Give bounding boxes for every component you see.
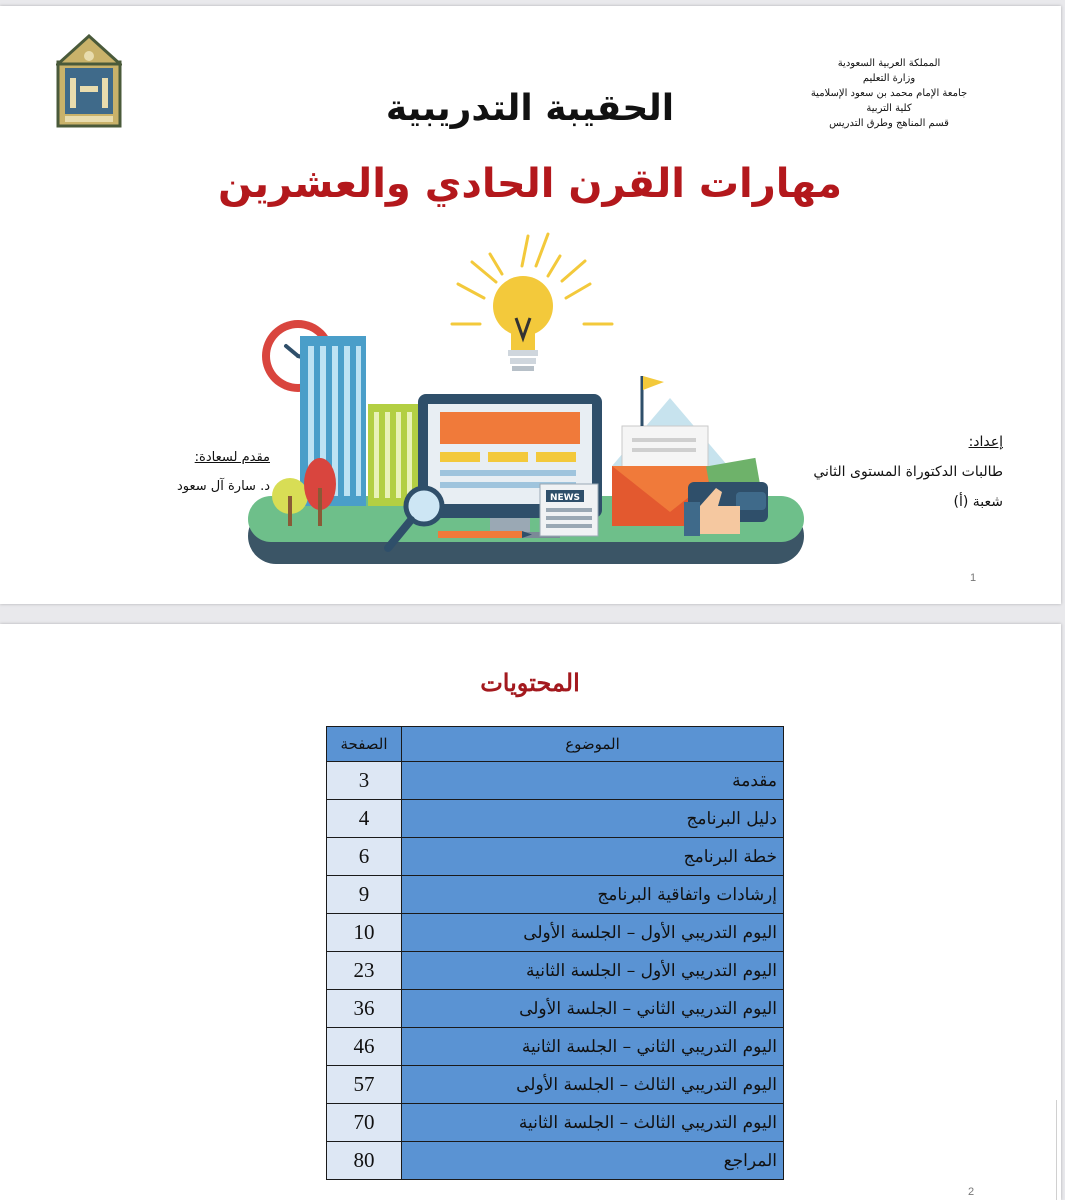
row-page: 46 xyxy=(327,1028,402,1066)
row-page: 4 xyxy=(327,800,402,838)
table-row xyxy=(327,762,784,800)
row-page: 9 xyxy=(327,876,402,914)
ministry-line: المملكة العربية السعودية xyxy=(837,58,941,69)
ministry-header xyxy=(789,56,989,131)
row-topic: اليوم التدريبي الأول – الجلسة الثانية xyxy=(402,952,784,990)
news-label: NEWS xyxy=(549,493,581,503)
cover-title: الحقيبة التدريبية xyxy=(385,88,675,129)
cover-subtitle: مهارات القرن الحادي والعشرين xyxy=(218,161,842,207)
presented-to-label: مقدم لسعادة: xyxy=(194,450,270,465)
row-topic: المراجع xyxy=(402,1142,784,1180)
prepared-by-label: إعداد: xyxy=(968,434,1003,450)
ministry-line: قسم المناهج وطرق التدريس xyxy=(829,118,949,129)
table-header-row xyxy=(327,727,784,762)
page-margin-line xyxy=(1056,1100,1057,1200)
row-topic: إرشادات واتفاقية البرنامج xyxy=(402,876,784,914)
skills-illustration xyxy=(240,226,815,576)
contents-table xyxy=(326,726,784,1180)
row-topic: اليوم التدريبي الثالث – الجلسة الأولى xyxy=(402,1066,784,1104)
row-page: 3 xyxy=(327,762,402,800)
ministry-line: وزارة التعليم xyxy=(862,73,916,84)
row-topic: اليوم التدريبي الأول – الجلسة الأولى xyxy=(402,914,784,952)
page-number: 2 xyxy=(968,1186,975,1198)
row-page: 10 xyxy=(327,914,402,952)
table-row xyxy=(327,1142,784,1180)
page-number: 1 xyxy=(970,572,977,584)
cover-page xyxy=(0,6,1061,604)
row-page: 80 xyxy=(327,1142,402,1180)
table-row xyxy=(327,952,784,990)
row-topic: دليل البرنامج xyxy=(402,800,784,838)
row-page: 36 xyxy=(327,990,402,1028)
row-page: 70 xyxy=(327,1104,402,1142)
row-page: 23 xyxy=(327,952,402,990)
prepared-by-block xyxy=(743,434,1003,524)
row-topic: اليوم التدريبي الثالث – الجلسة الثانية xyxy=(402,1104,784,1142)
table-row xyxy=(327,1066,784,1104)
prepared-by-line: طالبات الدكتوراة المستوى الثاني xyxy=(813,464,1003,480)
table-row xyxy=(327,914,784,952)
table-row xyxy=(327,1104,784,1142)
header-page: الصفحة xyxy=(327,727,402,762)
ministry-line: جامعة الإمام محمد بن سعود الإسلامية xyxy=(810,88,968,99)
table-row xyxy=(327,1028,784,1066)
table-row xyxy=(327,990,784,1028)
ministry-line: كلية التربية xyxy=(866,103,912,114)
contents-title: المحتويات xyxy=(480,668,580,697)
table-row xyxy=(327,838,784,876)
row-topic: اليوم التدريبي الثاني – الجلسة الثانية xyxy=(402,1028,784,1066)
row-topic: خطة البرنامج xyxy=(402,838,784,876)
presented-to-name: د. سارة آل سعود xyxy=(177,479,270,494)
row-page: 57 xyxy=(327,1066,402,1104)
row-page: 6 xyxy=(327,838,402,876)
table-row xyxy=(327,800,784,838)
header-topic: الموضوع xyxy=(402,727,784,762)
row-topic: مقدمة xyxy=(402,762,784,800)
row-topic: اليوم التدريبي الثاني – الجلسة الأولى xyxy=(402,990,784,1028)
table-row xyxy=(327,876,784,914)
university-logo xyxy=(56,34,122,128)
prepared-by-section: شعبة (أ) xyxy=(953,494,1003,510)
presented-to-block xyxy=(70,450,270,494)
